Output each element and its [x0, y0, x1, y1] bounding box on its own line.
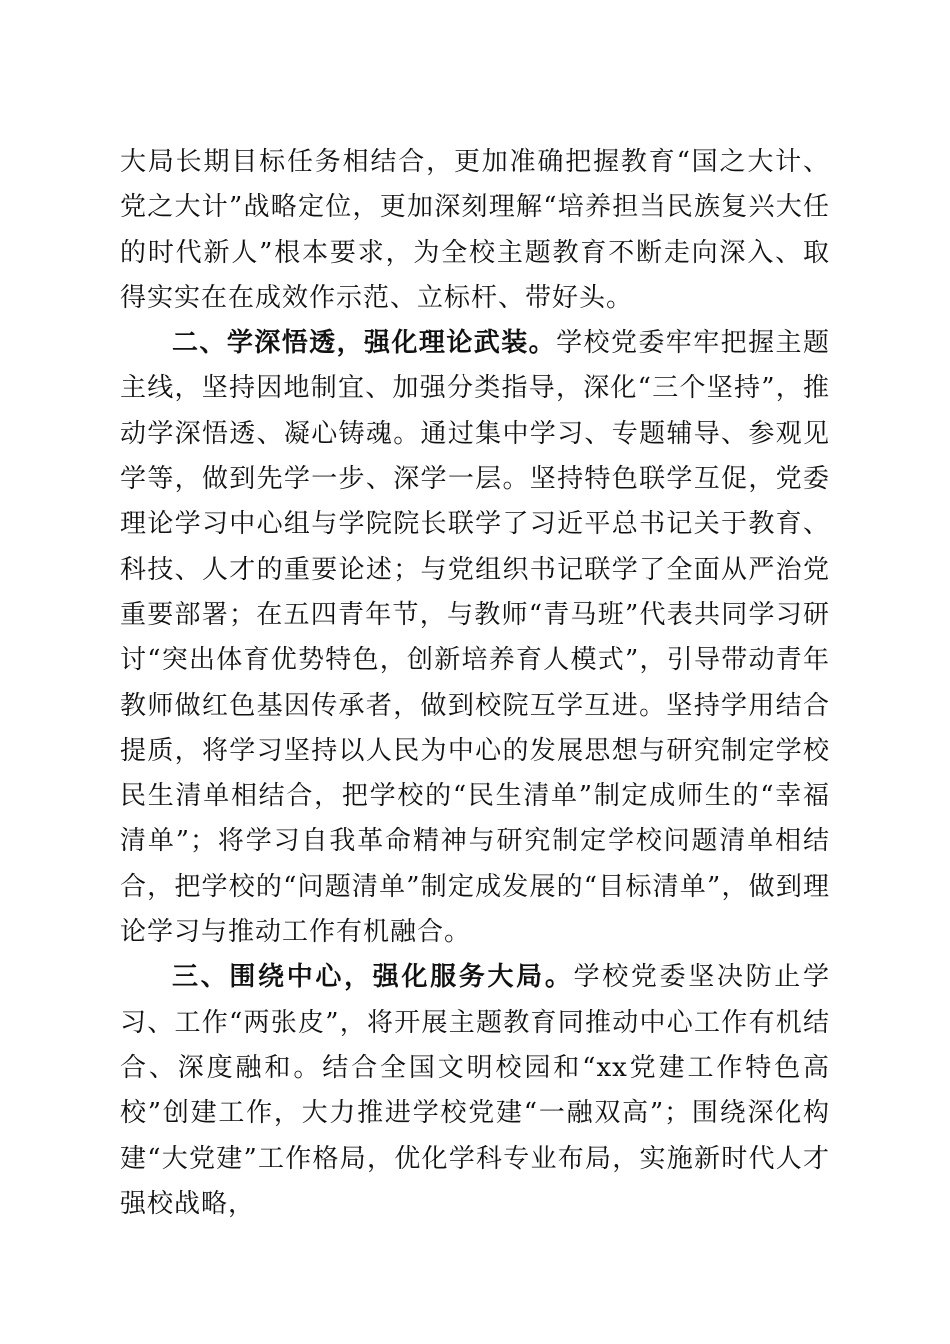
- paragraph-section-3: [120, 955, 830, 1227]
- section-2-heading: 二、学深悟透，强化理论武装。: [172, 328, 557, 359]
- document-body: [120, 140, 830, 1227]
- section-2-body: 学校党委牢牢把握主题主线，坚持因地制宜、加强分类指导，深化“三个坚持”，推动学深悟透、凝心铸魂。通过集中学习、专题辅导、参观见学等，做到先学一步、深学一层。坚持特色联学互促，党委理论学习中心组与学院院长联学了习近平总书记关于教育、科技、人才的重要论述；与党组织书记联学了全面从严治党重要部署；在五四青年节，与教师“青马班”代表共同学习研讨“突出体育优势特色，创新培养育人模式”，引导带动青年教师做红色基因传承者，做到校院互学互进。坚持学用结合提质，将学习坚持以人民为中心的发展思想与研究制定学校民生清单相结合，把学校的“民生清单”制定成师生的“幸福清单”；将学习自我革命精神与研究制定学校问题清单相结合，把学校的“问题清单”制定成发展的“目标清单”，做到理论学习与推动工作有机融合。: [120, 328, 830, 948]
- paragraph-section-2: [120, 321, 830, 955]
- paragraph-continuation: 大局长期目标任务相结合，更加准确把握教育“国之大计、党之大计”战略定位，更加深刻理解“培养担当民族复兴大任的时代新人”根本要求，为全校主题教育不断走向深入、取得实实在在成效作示范、立标杆、带好头。: [120, 147, 830, 313]
- section-3-heading: 三、围绕中心，强化服务大局。: [172, 962, 574, 993]
- section-3-body: 学校党委坚决防止学习、工作“两张皮”，将开展主题教育同推动中心工作有机结合、深度融和。结合全国文明校园和“xx党建工作特色高校”创建工作，大力推进学校党建“一融双高”；围绕深化构建“大党建”工作格局，优化学科专业布局，实施新时代人才强校战略，: [120, 962, 830, 1219]
